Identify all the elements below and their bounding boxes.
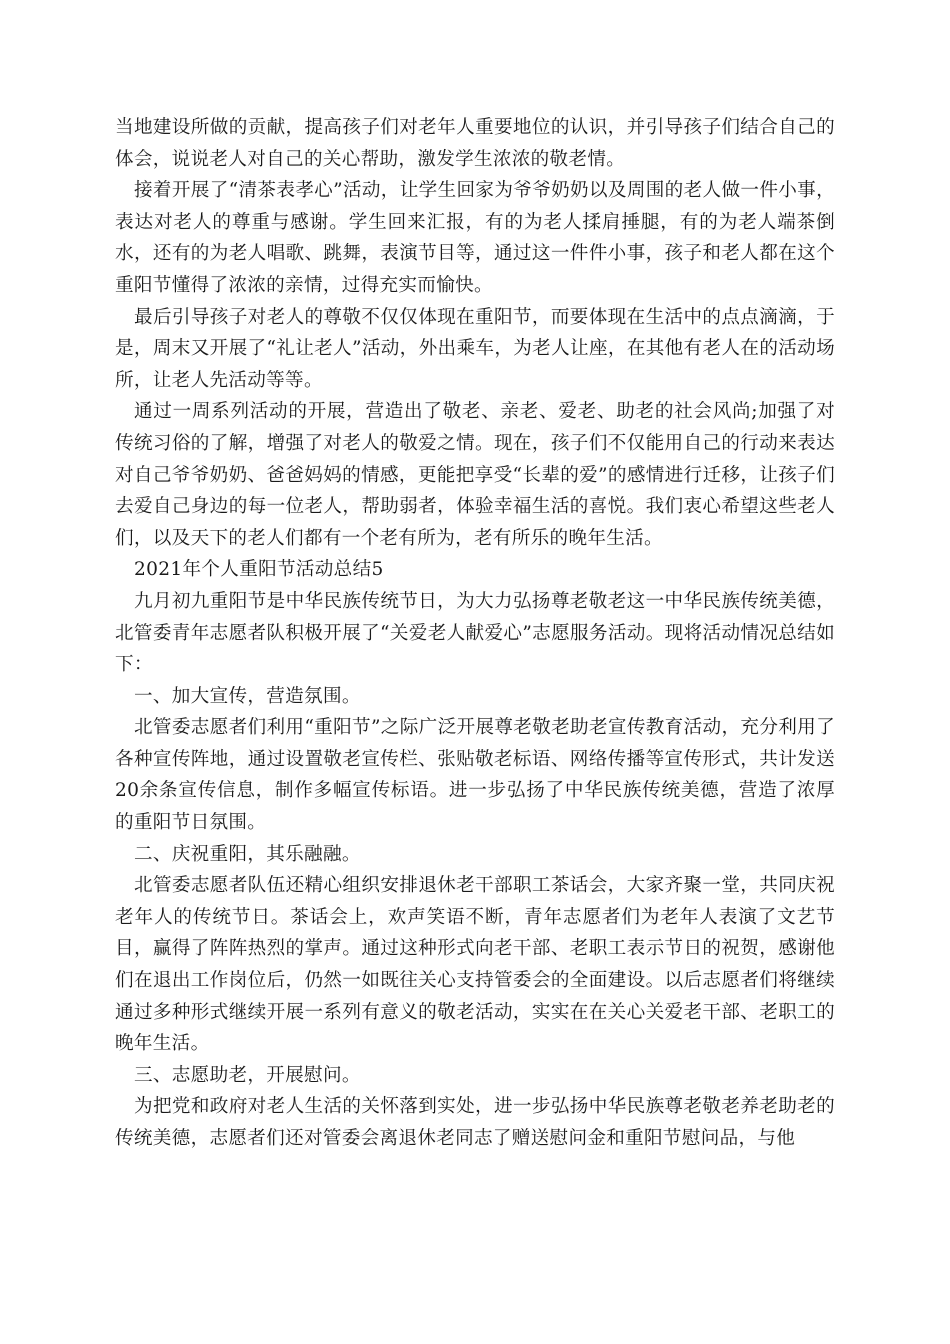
paragraph: 接着开展了“清茶表孝心”活动，让学生回家为爷爷奶奶以及周围的老人做一件小事，表达对老人的尊重与感谢。学生回来汇报，有的为老人揉肩捶腿，有的为老人端茶倒水，还有的为老人唱歌、跳舞，表演节目等，通过这一件件小事，孩子和老人都在这个重阳节懂得了浓浓的亲情，过得充实而愉快。 (115, 180, 835, 296)
paragraph: 北管委志愿者队伍还精心组织安排退休老干部职工茶话会，大家齐聚一堂，共同庆祝老年人的传统节日。茶话会上，欢声笑语不断，青年志愿者们为老年人表演了文艺节目，赢得了阵阵热烈的掌声。通过这种形式向老干部、老职工表示节日的祝贺，感谢他们在退出工作岗位后，仍然一如既往关心支持管委会的全面建设。以后志愿者们将继续通过多种形式继续开展一系列有意义的敬老活动，实实在在关心关爱老干部、老职工的晚年生活。 (115, 875, 835, 1055)
paragraph: 最后引导孩子对老人的尊敬不仅仅体现在重阳节，而要体现在生活中的点点滴滴，于是，周末又开展了“礼让老人”活动，外出乘车，为老人让座，在其他有老人在的活动场所，让老人先活动等等。 (115, 306, 835, 391)
paragraph: 北管委志愿者们利用“重阳节”之际广泛开展尊老敬老助老宣传教育活动，充分利用了各种宣传阵地，通过设置敬老宣传栏、张贴敬老标语、网络传播等宣传形式，共计发送20余条宣传信息，制作多幅宣传标语。进一步弘扬了中华民族传统美德，营造了浓厚的重阳节日氛围。 (115, 717, 835, 834)
paragraph: 为把党和政府对老人生活的关怀落到实处，进一步弘扬中华民族尊老敬老养老助老的传统美德，志愿者们还对管委会离退休老同志了赠送慰问金和重阳节慰问品，与他 (115, 1096, 835, 1149)
subheading: 一、加大宣传，营造氛围。 (134, 685, 361, 707)
paragraph: 当地建设所做的贡献，提高孩子们对老年人重要地位的认识，并引导孩子们结合自己的体会，说说老人对自己的关心帮助，激发学生浓浓的敬老情。 (115, 117, 835, 170)
document-body (115, 112, 835, 1155)
subheading: 三、志愿助老，开展慰问。 (134, 1064, 361, 1086)
section-heading: 2021年个人重阳节活动总结5 (134, 559, 384, 581)
subheading: 二、庆祝重阳，其乐融融。 (134, 843, 361, 865)
paragraph: 通过一周系列活动的开展，营造出了敬老、亲老、爱老、助老的社会风尚;加强了对传统习俗的了解，增强了对老人的敬爱之情。现在，孩子们不仅能用自己的行动来表达对自己爷爷奶奶、爸爸妈妈的情感，更能把享受“长辈的爱”的感情进行迁移，让孩子们去爱自己身边的每一位老人，帮助弱者，体验幸福生活的喜悦。我们衷心希望这些老人们，以及天下的老人们都有一个老有所为，老有所乐的晚年生活。 (115, 401, 835, 549)
paragraph: 九月初九重阳节是中华民族传统节日，为大力弘扬尊老敬老这一中华民族传统美德，北管委青年志愿者队积极开展了“关爱老人献爱心”志愿服务活动。现将活动情况总结如下： (115, 590, 835, 676)
